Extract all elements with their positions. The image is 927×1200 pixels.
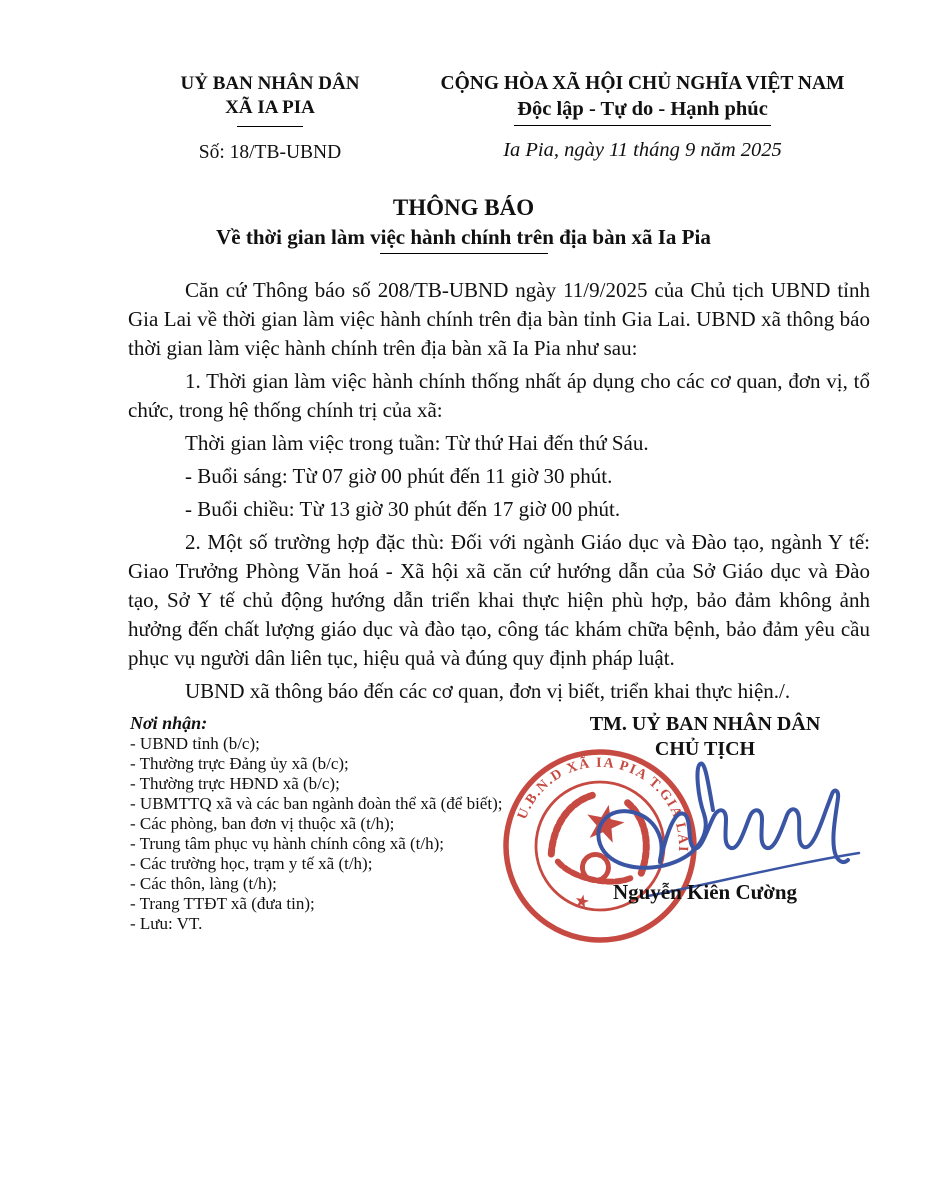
document-header [0, 0, 927, 164]
seal-ring-text: U.B.N.D XÃ IA PIA T.GIA LAI [514, 755, 691, 854]
recipient-item: - Lưu: VT. [130, 914, 203, 933]
recipients-block [130, 712, 502, 934]
issuing-org-block [120, 72, 420, 164]
org-name-line1: UỶ BAN NHÂN DÂN [180, 73, 360, 94]
national-header-block [420, 72, 865, 164]
org-name-line2: XÃ IA PIA [225, 97, 315, 118]
recipients-label: Nơi nhận: [130, 713, 208, 733]
document-number: Số: 18/TB-UBND [198, 142, 342, 163]
title-block [0, 194, 927, 254]
recipient-item: - Thường trực Đảng ủy xã (b/c); [130, 754, 349, 773]
subject-underline [380, 253, 548, 254]
signer-name: Nguyễn Kiên Cường [612, 880, 798, 904]
body-paragraph: - Buổi sáng: Từ 07 giờ 00 phút đến 11 giờ 30 phút. [185, 464, 613, 488]
signature-stroke-humps [660, 791, 848, 863]
document-subject: Về thời gian làm việc hành chính trên địa bàn xã Ia Pia [216, 225, 711, 249]
recipient-item: - Các trường học, trạm y tế xã (t/h); [130, 854, 373, 873]
recipient-item: - Thường trực HĐND xã (b/c); [130, 774, 340, 793]
signature-stroke-loop [598, 764, 713, 868]
signature-authority-block [555, 712, 855, 762]
national-motto-line1: CỘNG HÒA XÃ HỘI CHỦ NGHĨA VIỆT NAM [440, 73, 845, 94]
recipient-item: - Trung tâm phục vụ hành chính công xã (t/h); [130, 834, 444, 853]
body-paragraph: Thời gian làm việc trong tuần: Từ thứ Hai đến thứ Sáu. [185, 431, 649, 455]
signature-title-line: CHỦ TỊCH [654, 738, 756, 760]
signature-authority-line: TM. UỶ BAN NHÂN DÂN [589, 713, 821, 735]
body-paragraph: - Buổi chiều: Từ 13 giờ 30 phút đến 17 giờ 00 phút. [185, 497, 621, 521]
body-paragraph: 1. Thời gian làm việc hành chính thống nhất áp dụng cho các cơ quan, đơn vị, tổ chức, trong hệ thống chính trị của xã: [128, 369, 870, 422]
recipient-item: - UBND tỉnh (b/c); [130, 734, 260, 753]
document-type-title: THÔNG BÁO [392, 195, 535, 220]
place-date-line: Ia Pia, ngày 11 tháng 9 năm 2025 [503, 139, 782, 161]
national-motto-line2: Độc lập - Tự do - Hạnh phúc [514, 97, 771, 126]
org-underline [237, 126, 303, 127]
body-paragraph: 2. Một số trường hợp đặc thù: Đối với ngành Giáo dục và Đào tạo, ngành Y tế: Giao Trưởng Phòng Văn hoá - Xã hội xã căn cứ hướng dẫn của Sở Giáo dục và Đào tạo, Sở Y tế chủ động hướng dẫn triển khai thực hiện phù hợp, bảo đảm không ảnh hưởng đến chất lượng giáo dục và đào tạo, công tác khám chữa bệnh, bảo đảm yêu cầu phục vụ người dân liên tục, hiệu quả và đúng quy định pháp luật. [128, 530, 870, 670]
recipient-item: - UBMTTQ xã và các ban ngành đoàn thể xã (để biết); [130, 794, 503, 813]
document-body [128, 276, 870, 706]
recipient-item: - Các thôn, làng (t/h); [130, 874, 277, 893]
document-footer [0, 710, 927, 1200]
body-paragraph: Căn cứ Thông báo số 208/TB-UBND ngày 11/9/2025 của Chủ tịch UBND tỉnh Gia Lai về thời gian làm việc hành chính trên địa bàn tỉnh Gia Lai. UBND xã thông báo thời gian làm việc hành chính trên địa bàn xã Ia Pia như sau: [128, 278, 870, 360]
recipient-item: - Trang TTĐT xã (đưa tin); [130, 894, 315, 913]
body-paragraph: UBND xã thông báo đến các cơ quan, đơn vị biết, triển khai thực hiện./. [185, 679, 791, 703]
recipient-item: - Các phòng, ban đơn vị thuộc xã (t/h); [130, 814, 395, 833]
